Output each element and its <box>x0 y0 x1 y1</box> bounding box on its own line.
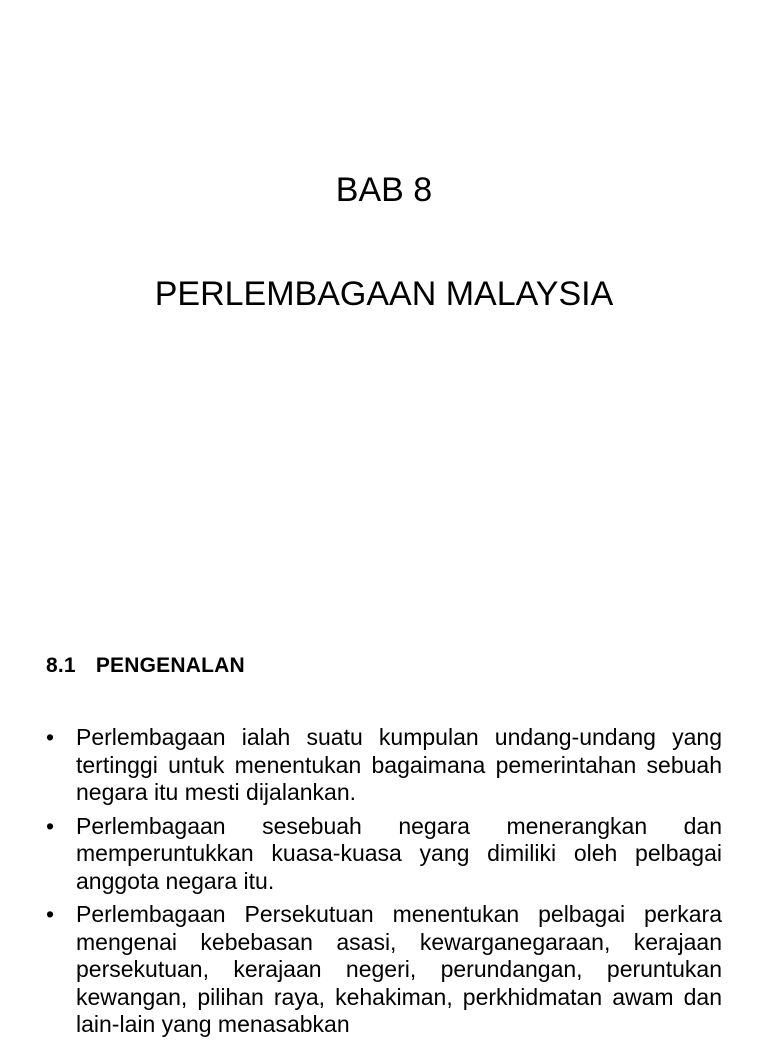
slide-title: PERLEMBAGAAN MALAYSIA <box>154 275 614 313</box>
bullet-item: • Perlembagaan Persekutuan menentukan pelbagai perkara mengenai kebebasan asasi, kewarganegaraan, kerajaan persekutuan, kerajaan negeri, perundangan, peruntukan kewangan, pilihan raya, kehakiman, perkhidmatan awam dan lain-lain yang menasabkan <box>46 901 722 1039</box>
chapter-heading: BAB 8 <box>335 171 433 209</box>
section-number: 8.1 <box>46 654 76 677</box>
section-title: PENGENALAN <box>95 654 245 677</box>
bullet-item: • Perlembagaan ialah suatu kumpulan undang-undang yang tertinggi untuk menentukan bagaimana pemerintahan sebuah negara itu mesti dijalankan. <box>46 724 722 807</box>
bullet-list <box>46 724 722 1045</box>
bullet-item: • Perlembagaan sesebuah negara menerangkan dan memperuntukkan kuasa-kuasa yang dimiliki oleh pelbagai anggota negara itu. <box>46 813 722 896</box>
section-heading <box>46 654 245 678</box>
